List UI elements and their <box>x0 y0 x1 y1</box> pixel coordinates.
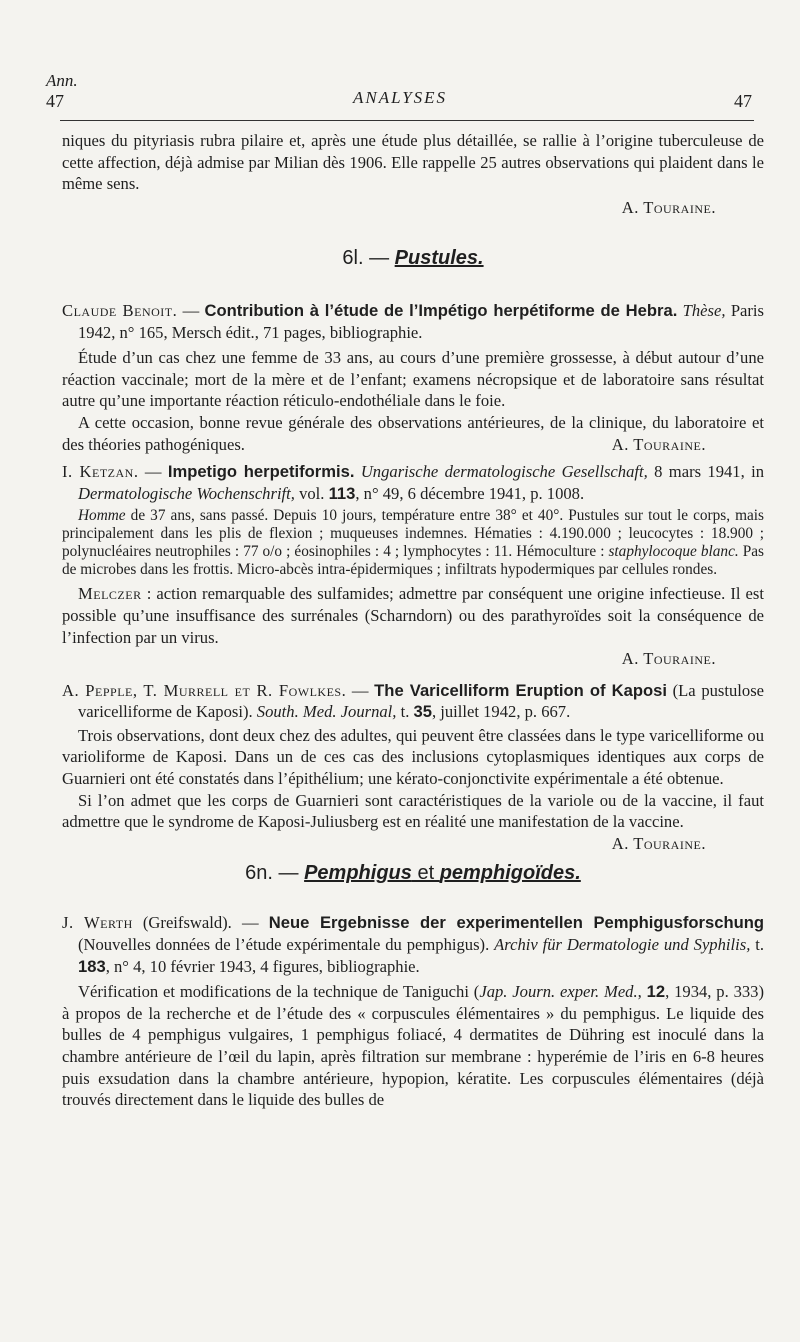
entry-paragraph <box>62 583 764 648</box>
volume-number: 12 <box>646 982 666 1002</box>
entry-text: t. <box>750 935 764 955</box>
journal-name: South. Med. Journal, <box>256 702 397 722</box>
journal-name: Archiv für Dermatologie und Syphilis, <box>494 935 751 955</box>
entry-text: (La pustulose varicelliforme de Kaposi). <box>78 680 765 722</box>
section-title: Pustules. <box>394 247 484 270</box>
page-body <box>62 124 764 1111</box>
entry-author: J. Werth <box>62 913 133 933</box>
entry-title: The Varicelliform Eruption of Kaposi <box>374 680 667 700</box>
entry-paragraph: Trois observations, dont deux chez des adultes, qui peuvent être classées dans le type varicelliforme ou varioliforme de Kaposi. Dans un de ces cas des inclusions cytoplasmiques identiques aux corps de Guarnieri ont été constatés dans l’épithélium; une kérato-conjonctivite expérimentale a été obtenue. <box>62 725 764 789</box>
entry-text: , 1934, p. 333) à propos de la recherche et de l’étude des « corpuscules élémentaires » du pemphigus. Le liquide des bulles de 4 pemphigus vulgaires, 1 pemphigus foliacé, 4 dermatites de Dühring est inoculé dans la chambre antérieure de l’œil du lapin, après filtration sur membrane : hyperémie de l’iris en 6-8 heures puis exsudation dans la chambre antérieure, hypopion, kératite. Les corpuscules élémentaires (déjà trouvés directement dans le liquide des bulles de <box>62 982 764 1110</box>
entry-text: A cette occasion, bonne revue générale des observations antérieures, de la clinique, du laboratoire et des théories pathogéniques. <box>62 412 764 454</box>
signature: A. Touraine. <box>621 649 716 669</box>
entry-paragraph <box>62 981 764 1111</box>
entry-source-italic: Thèse, <box>677 300 726 320</box>
signature: A. Touraine. <box>611 434 706 454</box>
volume-number: 35 <box>413 702 432 722</box>
entry-dash: — <box>231 913 269 933</box>
entry-text: Homme <box>78 507 126 525</box>
section-number: 6l. — <box>342 247 390 270</box>
volume-number: 113 <box>328 483 356 503</box>
entry-text: Pas de microbes dans les frottis. Micro-abcès intra-épidermiques ; infiltrats hypodermiques par cellules rondes. <box>62 543 764 579</box>
entry-source: 8 mars 1941, in <box>647 462 765 482</box>
entry-source: Paris 1942, n° 165, Mersch édit., 71 pages, bibliographie. <box>78 300 765 342</box>
signature: A. Touraine. <box>611 833 706 853</box>
header-rule <box>60 120 754 121</box>
entry-text: staphylocoque blanc. <box>608 543 739 561</box>
entry-text: (Greifswald). <box>132 913 232 933</box>
section-heading-pemphigus <box>62 863 764 885</box>
entry-heading <box>62 461 764 504</box>
entry-paragraph: Étude d’un cas chez une femme de 33 ans, au cours d’une première grossesse, à début autour d’une réaction vaccinale; mort de la mère et de l’enfant; examens nécropsique et de laboratoire sans résultat autre qu’une importante réaction réticulo-endothéliale dans le foie. <box>62 348 764 411</box>
entry-text: Si l’on admet que les corps de Guarnieri sont caractéristiques de la variole ou de la vaccine, il faut admettre que le syndrome de Kaposi-Juliusberg est en réalité une manifestation de la vaccine. <box>62 790 764 832</box>
cited-author: Melczer <box>78 584 142 604</box>
entry-dash: — <box>138 462 168 482</box>
entry-heading <box>62 300 764 343</box>
entry-text: , n° 4, 10 février 1943, 4 figures, bibliographie. <box>105 956 420 976</box>
entry-text: : action remarquable des sulfamides; admettre par conséquent une origine infectieuse. Il est possible qu’une insuffisance des surrénales (Scharndorn) ou des parathyroïdes soit la conséquence de l’infection par un virus. <box>62 584 764 647</box>
entry-summary-small <box>62 507 764 579</box>
entry-source-italic: Ungarische dermatologische Gesellschaft, <box>354 462 648 482</box>
section-title-part: pemphigoïdes. <box>439 861 581 884</box>
entry-paragraph <box>62 412 764 455</box>
entry-text: de 37 ans, sans passé. Depuis 10 jours, température entre 38° et 40°. Pustules sur tout le corps, mais principalement dans les plis de flexion ; muqueuses indemnes. Hématies : 4.190.000 ; leucocytes : 18.900 ; polynucléaires neutrophiles : 77 o/o ; éosinophiles : 4 ; lymphocytes : 11. Hémoculture : <box>62 507 764 561</box>
entry-text: Vérification et modifications de la technique de Taniguchi ( <box>78 982 480 1002</box>
signature: A. Touraine. <box>621 197 716 217</box>
entry-text: , <box>637 982 647 1002</box>
volume-number: 183 <box>78 956 106 976</box>
running-title: ANALYSES <box>352 88 448 107</box>
entry-title: Contribution à l’étude de l’Impétigo herpétiforme de Hebra. <box>204 300 678 320</box>
entry-heading <box>62 680 764 723</box>
page-number-left: 47 <box>46 91 64 111</box>
entry-heading <box>62 912 764 977</box>
entry-text: , juillet 1942, p. 667. <box>431 702 571 722</box>
entry-text: vol. <box>294 483 329 503</box>
entry-dash: — <box>177 300 205 320</box>
entry-paragraph <box>62 790 764 853</box>
entry-author: I. Ketzan. <box>62 462 139 482</box>
section-heading-pustules <box>62 248 764 270</box>
entry-text: , n° 49, 6 décembre 1941, p. 1008. <box>355 483 585 503</box>
entry-title: Neue Ergebnisse der experimentellen Pemphigusforschung <box>268 913 765 933</box>
entry-text: (Nouvelles données de l’étude expérimentale du pemphigus). <box>78 935 495 955</box>
intro-paragraph: niques du pityriasis rubra pilaire et, après une étude plus détaillée, se rallie à l’origine tuberculeuse de cette affection, déjà admise par Milian dès 1906. Elle rappelle 25 autres observations qui plaident dans le même sens. <box>62 131 764 194</box>
journal-name: Dermatologische Wochenschrift, <box>78 483 295 503</box>
section-title-part: et <box>411 861 440 884</box>
entry-text: t. <box>396 702 414 722</box>
section-title-part: Pemphigus <box>304 861 412 884</box>
running-header-annotation: Ann. <box>46 71 78 90</box>
entry-title: Impetigo herpetiformis. <box>167 462 355 482</box>
page-number-right: 47 <box>734 91 752 111</box>
section-number: 6n. — <box>245 861 299 884</box>
journal-name: Jap. Journ. exper. Med. <box>479 982 638 1002</box>
entry-author: A. Pepple, T. Murrell et R. Fowlkes. <box>62 680 347 700</box>
entry-dash: — <box>346 680 375 700</box>
entry-author: Claude Benoit. <box>62 300 178 320</box>
